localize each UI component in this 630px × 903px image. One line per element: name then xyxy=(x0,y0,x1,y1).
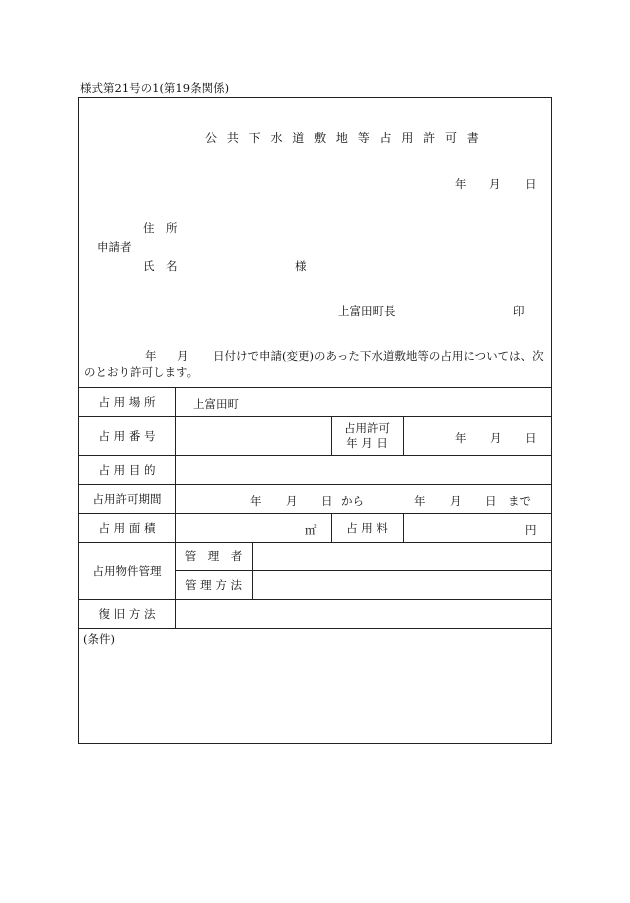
manager-label: 管 理 者 xyxy=(184,549,243,563)
permit-date-label: 占用許可 年 月 日 xyxy=(344,420,390,450)
period-label: 占用許可期間 xyxy=(92,491,162,506)
period-year-to: 年 xyxy=(414,494,426,508)
seal-mark: 印 xyxy=(513,304,525,318)
management-label: 占用物件管理 xyxy=(92,563,162,578)
issue-day-label: 日 xyxy=(525,177,537,191)
period-from: から xyxy=(341,494,364,508)
body-month: 月 xyxy=(177,349,189,363)
location-label: 占 用 場 所 xyxy=(98,394,156,409)
body-text-line2: のとおり許可します。 xyxy=(84,365,199,379)
permit-day: 日 xyxy=(525,431,537,445)
address-label: 住 所 xyxy=(143,221,178,235)
name-label: 氏 名 xyxy=(143,259,178,273)
issue-month-label: 月 xyxy=(489,177,501,191)
permit-month: 月 xyxy=(490,431,502,445)
area-unit: ㎡ xyxy=(305,523,317,537)
fee-unit: 円 xyxy=(525,523,537,537)
applicant-label: 申請者 xyxy=(97,240,132,254)
period-day-from: 日 xyxy=(321,494,333,508)
form-title: 公 共 下 水 道 敷 地 等 占 用 許 可 書 xyxy=(205,131,482,145)
location-value: 上富田町 xyxy=(193,397,239,411)
issue-year-label: 年 xyxy=(455,177,467,191)
issuer-title: 上富田町長 xyxy=(338,304,396,318)
period-until: まで xyxy=(508,494,531,508)
conditions-label: (条件) xyxy=(83,632,115,646)
purpose-label: 占 用 目 的 xyxy=(98,462,156,477)
period-month-to: 月 xyxy=(450,494,462,508)
number-label: 占 用 番 号 xyxy=(98,428,156,443)
permit-year: 年 xyxy=(455,431,467,445)
period-year-from: 年 xyxy=(250,494,262,508)
honorific: 様 xyxy=(295,259,307,273)
form-number: 様式第21号の1(第19条関係) xyxy=(80,81,230,95)
management-method-label: 管 理 方 法 xyxy=(185,577,242,592)
period-month-from: 月 xyxy=(286,494,298,508)
body-year: 年 xyxy=(145,349,157,363)
area-label: 占 用 面 積 xyxy=(98,520,156,535)
period-day-to: 日 xyxy=(485,494,497,508)
fee-label: 占 用 料 xyxy=(346,520,388,535)
permit-form xyxy=(78,97,552,744)
restoration-label: 復 旧 方 法 xyxy=(98,606,156,621)
body-text-line1: 日付けで申請(変更)のあった下水道敷地等の占用については、次 xyxy=(213,349,544,363)
